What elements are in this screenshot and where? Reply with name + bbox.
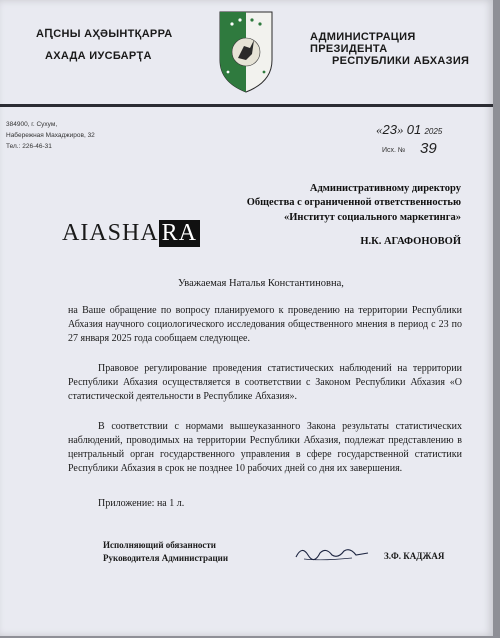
addressee-organization: Общества с ограниченной ответственностью (246, 197, 461, 208)
letterhead-right-line1: АДМИНИСТРАЦИЯ ПРЕЗИДЕНТА (310, 31, 416, 55)
paragraph-text: В соответствии с нормами вышеуказанного Закона результаты статистических наблюдений, проводимых на территории Республики Абхазия, подлежат представлению в центральный орган государственного управления в сфере государственной статистики Республики Абхазия в срок не позднее 10 рабочих дней со дня их завершения. (68, 421, 462, 474)
addressee-organization-name: «Институт социального маркетинга» (283, 212, 461, 223)
sender-phone: Тел.: 226-46-31 (6, 143, 52, 150)
state-emblem-icon (218, 10, 274, 94)
date-year: 2025 (424, 127, 443, 136)
letterhead-left-line2: АХАДА ИУСБАРҬА (45, 50, 152, 62)
letterhead-right-line2: РЕСПУБЛИКИ АБХАЗИЯ (332, 55, 470, 67)
body-paragraph-1 (68, 304, 462, 346)
body-paragraph-3 (68, 420, 462, 476)
addressee-position: Административному директору (309, 183, 461, 194)
signatory-name: З.Ф. КАДЖАЯ (384, 551, 445, 561)
letterhead-left-line1: АԤСНЫ АҲӘЫНТҚАРРА (36, 28, 173, 40)
date-month: 01 (406, 122, 422, 137)
handwritten-signature-icon (292, 541, 372, 565)
watermark-part2: RA (159, 220, 200, 247)
letterhead-divider (0, 104, 493, 107)
letter-date: «23» 01 2025 (376, 122, 443, 137)
salutation: Уважаемая Наталья Константиновна, (178, 278, 344, 289)
attachment-note: Приложение: на 1 л. (98, 498, 185, 509)
paragraph-text: Правовое регулирование проведения статистических наблюдений на территории Республики Абхазия осуществляется в соответствии с Законом Республики Абхазия «О статистической деятельности в Республике Абхазия». (68, 363, 462, 402)
signatory-title-line1: Исполняющий обязанности (103, 540, 216, 550)
issue-number: 39 (420, 140, 437, 157)
sender-address-line1: 384900, г. Сухум, (6, 121, 58, 128)
sender-address-line2: Набережная Махаджиров, 32 (6, 132, 95, 139)
paragraph-text: на Ваше обращение по вопросу планируемого к проведению на территории Республики Абхазия научного социологического исследования общественного мнения в период с 23 по 27 января 2025 года сообщаем следующее. (68, 305, 462, 344)
date-day: 23 (382, 122, 397, 137)
body-paragraph-2 (68, 362, 462, 404)
watermark-logo (62, 220, 200, 246)
watermark-part1: AIASHA (62, 219, 159, 246)
signatory-title-line2: Руководителя Администрации (103, 553, 229, 563)
issue-label: Исх. № (382, 147, 406, 154)
addressee-name: Н.К. АГАФОНОВОЙ (360, 236, 461, 247)
